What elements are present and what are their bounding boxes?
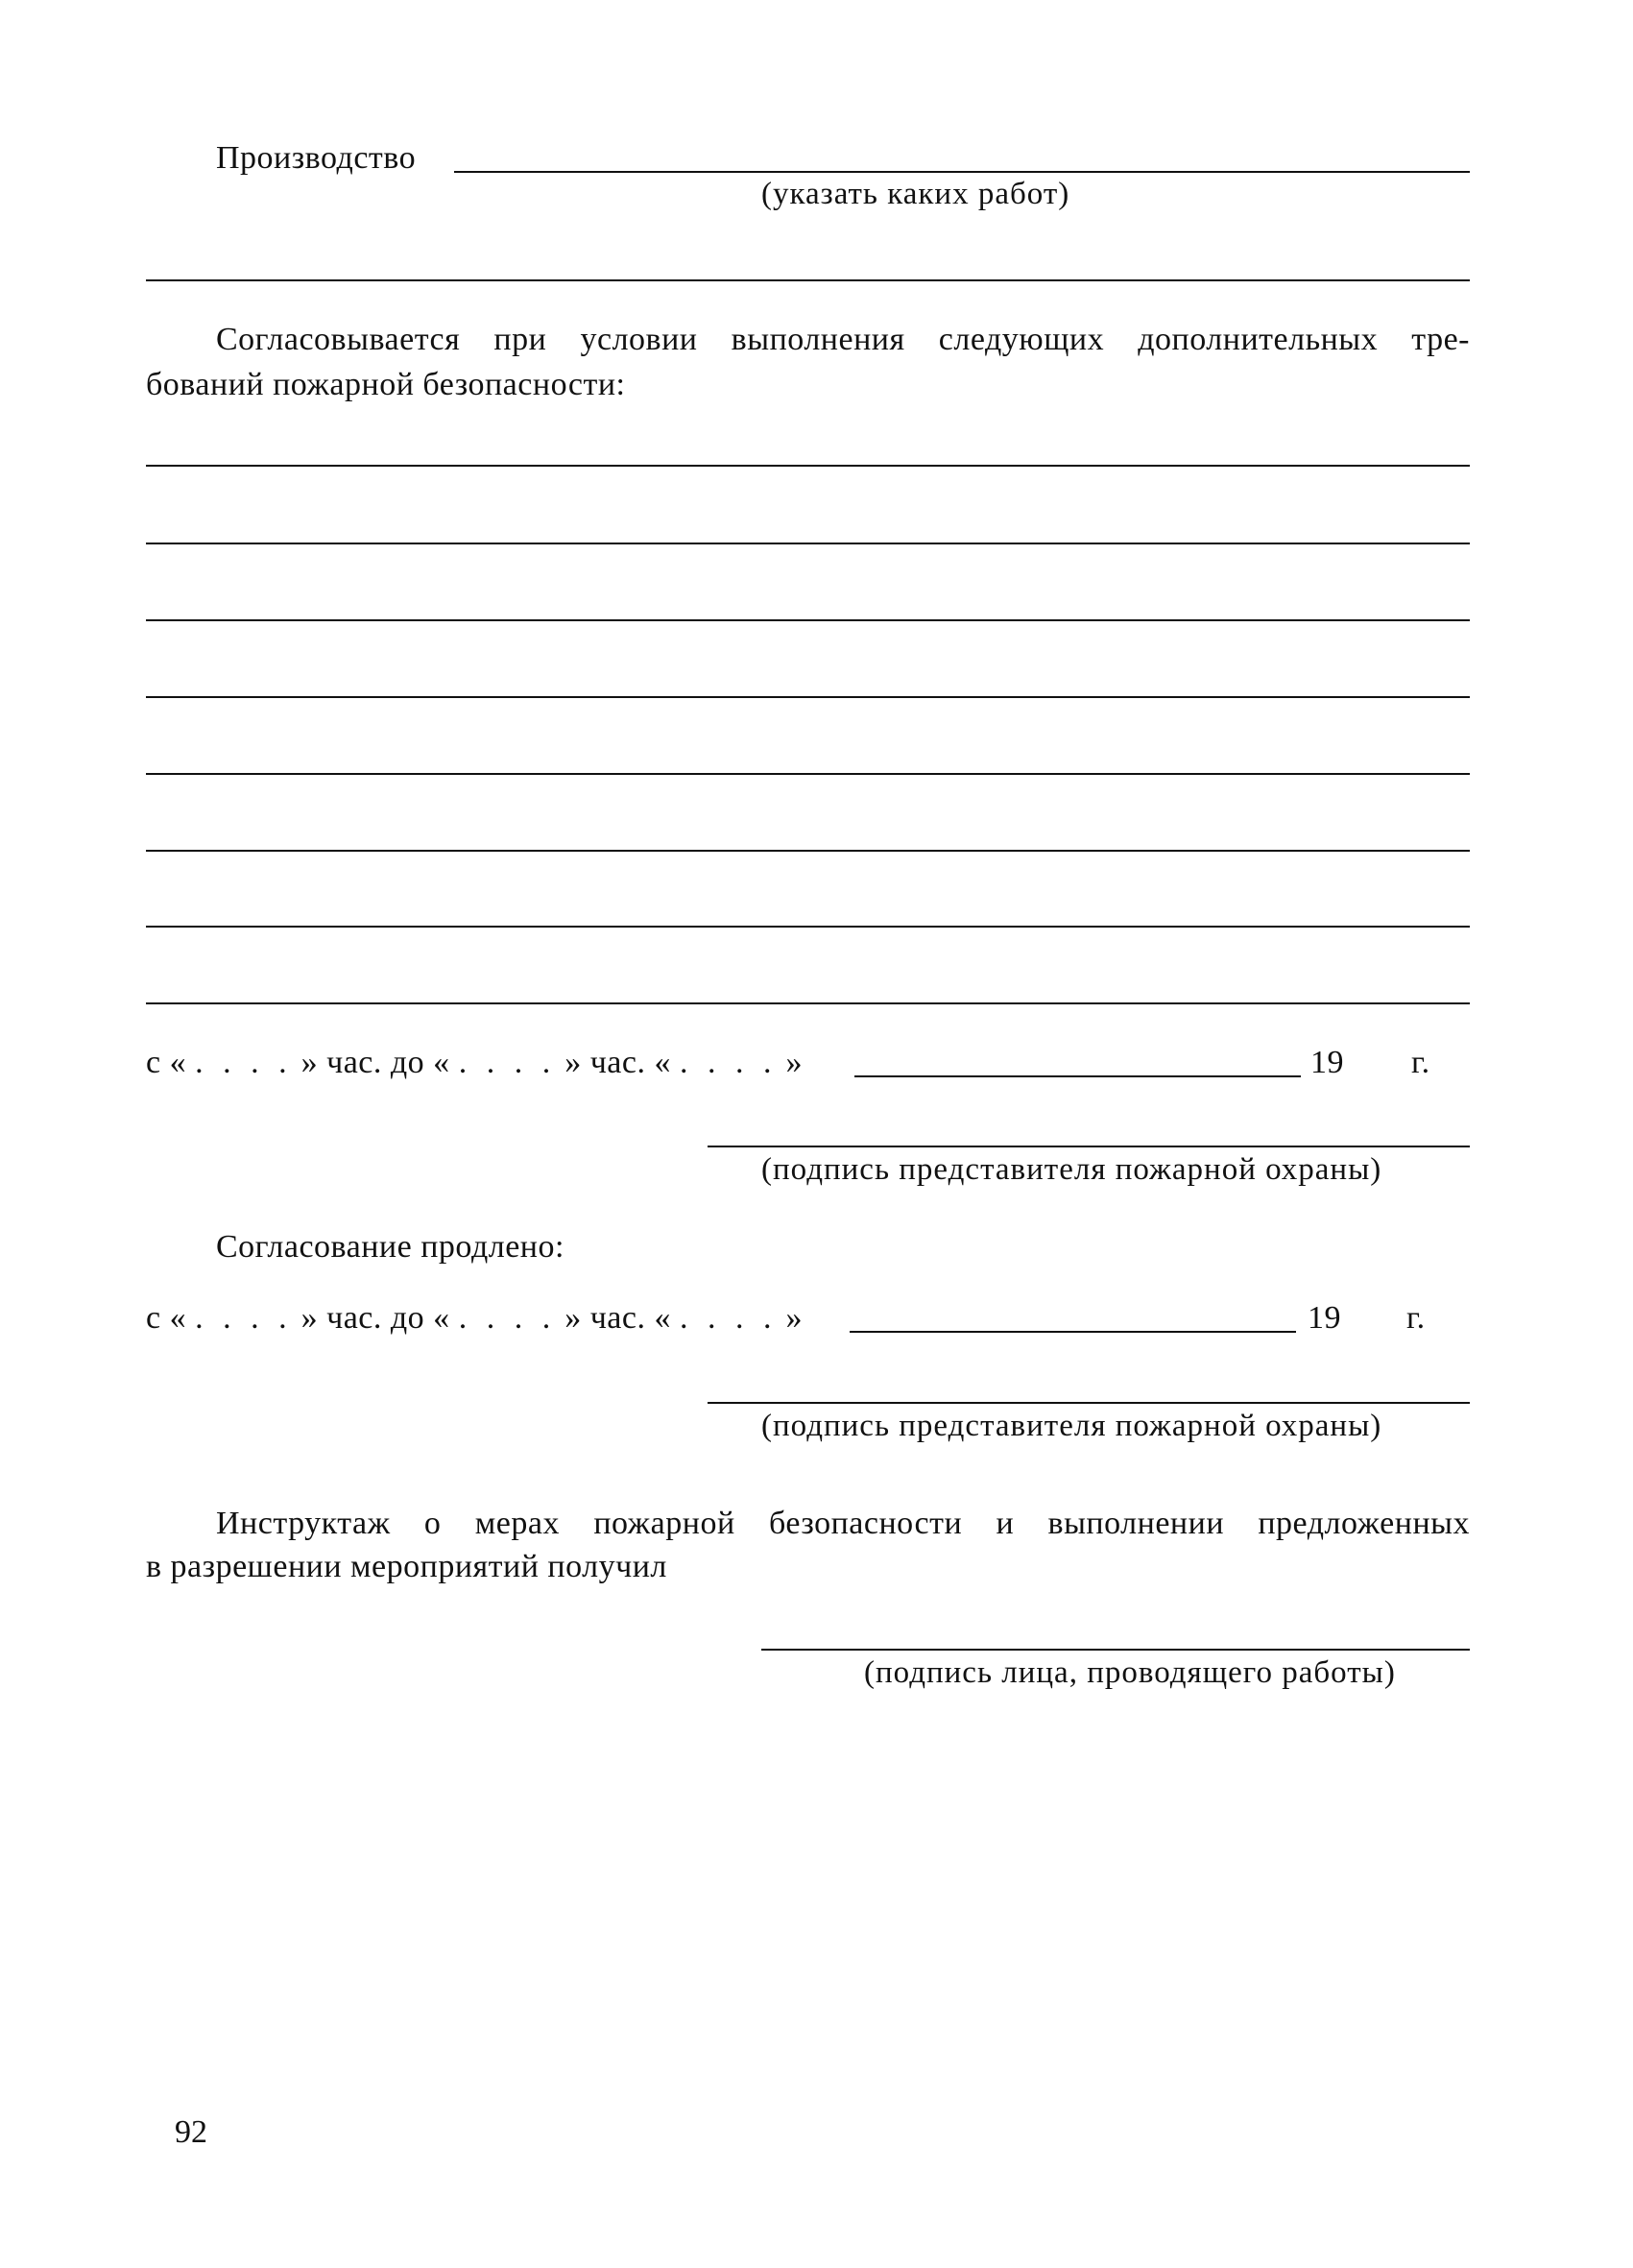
briefing-text-line-1: Инструктаж о мерах пожарной безопасности и выполнении предложенных bbox=[216, 1506, 1470, 1541]
date-month-line[interactable] bbox=[850, 1331, 1296, 1333]
signature-caption-fire-2: (подпись представителя пожарной охраны) bbox=[761, 1409, 1382, 1443]
production-fill-line[interactable] bbox=[454, 171, 1470, 173]
briefing-text-line-2: в разрешении мероприятий получил bbox=[146, 1549, 667, 1584]
requirement-line[interactable] bbox=[146, 773, 1470, 775]
requirement-line[interactable] bbox=[146, 543, 1470, 544]
year-suffix: г. bbox=[1411, 1045, 1430, 1080]
time-from-dots[interactable]: . . . . bbox=[195, 1300, 293, 1336]
time-row-2 bbox=[146, 1302, 803, 1335]
extension-label: Согласование продлено: bbox=[216, 1229, 564, 1265]
requirement-line[interactable] bbox=[146, 619, 1470, 621]
time-to-dots[interactable]: . . . . bbox=[458, 1045, 557, 1080]
requirement-line[interactable] bbox=[146, 696, 1470, 698]
year-suffix: г. bbox=[1406, 1300, 1426, 1336]
page-number: 92 bbox=[175, 2114, 207, 2150]
time-hour-date: » час. « bbox=[564, 1300, 671, 1336]
date-month-line[interactable] bbox=[854, 1075, 1301, 1077]
requirement-line[interactable] bbox=[146, 465, 1470, 467]
time-to-dots[interactable]: . . . . bbox=[458, 1300, 557, 1336]
agreement-text-line-2: бований пожарной безопасности: bbox=[146, 367, 626, 402]
signature-caption-worker: (подпись лица, проводящего работы) bbox=[864, 1655, 1396, 1690]
requirement-line[interactable] bbox=[146, 1002, 1470, 1004]
time-row-1 bbox=[146, 1047, 803, 1079]
time-from-prefix: с « bbox=[146, 1300, 187, 1336]
agreement-text-line-1: Согласовывается при условии выполнения следующих дополнительных тре- bbox=[216, 322, 1470, 357]
signature-line-fire-2[interactable] bbox=[708, 1402, 1470, 1404]
date-day-dots[interactable]: . . . . bbox=[679, 1300, 778, 1336]
requirement-line[interactable] bbox=[146, 926, 1470, 928]
year-prefix: 19 bbox=[1310, 1045, 1344, 1080]
time-hour-date: » час. « bbox=[564, 1045, 671, 1080]
time-from-dots[interactable]: . . . . bbox=[195, 1045, 293, 1080]
production-caption: (указать каких работ) bbox=[761, 177, 1070, 211]
date-close-quote: » bbox=[785, 1045, 803, 1080]
signature-line-fire-1[interactable] bbox=[708, 1146, 1470, 1147]
signature-line-worker[interactable] bbox=[761, 1649, 1470, 1651]
production-continuation-line[interactable] bbox=[146, 279, 1470, 281]
requirement-line[interactable] bbox=[146, 850, 1470, 852]
date-day-dots[interactable]: . . . . bbox=[679, 1045, 778, 1080]
production-label: Производство bbox=[216, 140, 417, 176]
time-from-prefix: с « bbox=[146, 1045, 187, 1080]
date-close-quote: » bbox=[785, 1300, 803, 1336]
time-hour-to: » час. до « bbox=[300, 1300, 450, 1336]
signature-caption-fire-1: (подпись представителя пожарной охраны) bbox=[761, 1152, 1382, 1187]
year-prefix: 19 bbox=[1308, 1300, 1341, 1336]
time-hour-to: » час. до « bbox=[300, 1045, 450, 1080]
